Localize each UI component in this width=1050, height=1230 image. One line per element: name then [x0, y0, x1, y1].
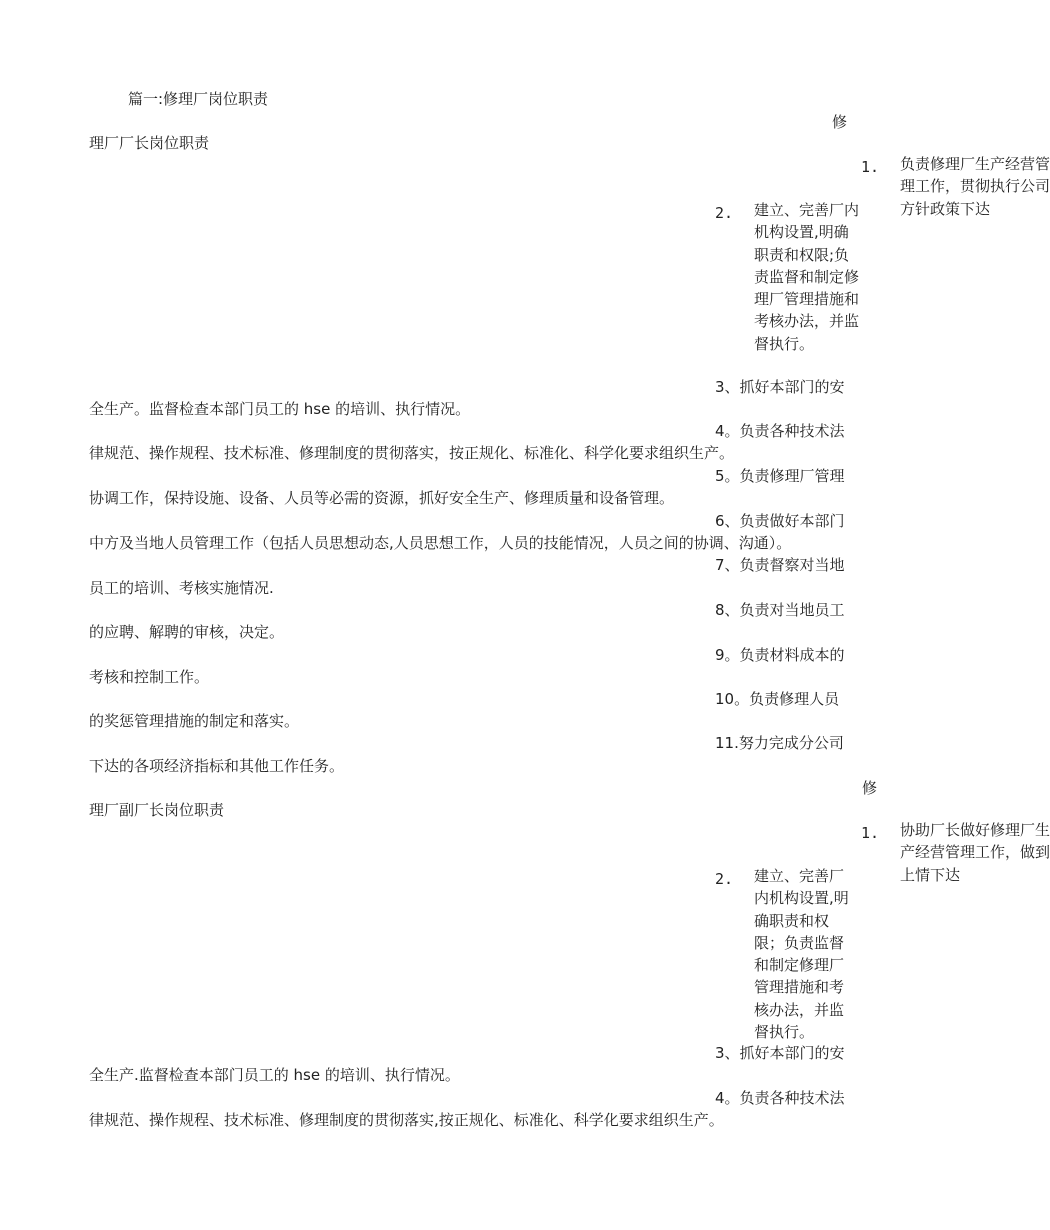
sec1-item6-head: 6、负责做好本部门	[715, 512, 845, 530]
sec2-item2-num: 2.	[715, 870, 734, 888]
sec2-char: 修	[862, 779, 878, 797]
sec1-item8-cont: 的应聘、解聘的审核，决定。	[89, 623, 285, 641]
sec1-title: 理厂厂长岗位职责	[89, 134, 210, 152]
sec2-item2-text: 建立、完善厂内机构设置,明确职责和权限；负责监督和制定修理厂管理措施和考核办法，并监督执行。	[754, 867, 849, 1042]
sec1-item2-num: 2.	[715, 204, 734, 222]
sec2-item1-text: 协助厂长做好修理厂生产经营管理工作，做到上情下达	[900, 821, 1050, 884]
sec1-item1-num: 1.	[861, 158, 880, 176]
sec1-item9-cont: 考核和控制工作。	[89, 668, 210, 686]
sec1-item11-head: 11.努力完成分公司	[715, 734, 844, 752]
sec2-item3-head: 3、抓好本部门的安	[715, 1044, 845, 1062]
sec1-item3-head: 3、抓好本部门的安	[715, 378, 845, 396]
sec1-item5-head: 5。负责修理厂管理	[715, 467, 845, 485]
sec1-char: 修	[832, 113, 848, 131]
doc-heading: 篇一:修理厂岗位职责	[128, 90, 269, 108]
sec1-item6-cont: 中方及当地人员管理工作（包括人员思想动态,人员思想工作，人员的技能情况，人员之间的协调、沟通）。	[89, 534, 792, 552]
sec1-item4-head: 4。负责各种技术法	[715, 422, 845, 440]
sec2-item1-num: 1.	[861, 824, 880, 842]
sec2-item4-cont: 律规范、操作规程、技术标准、修理制度的贯彻落实,按正规化、标准化、科学化要求组织生产。	[89, 1111, 724, 1129]
sec1-item5-cont: 协调工作，保持设施、设备、人员等必需的资源，抓好安全生产、修理质量和设备管理。	[89, 489, 675, 507]
sec1-item11-cont: 下达的各项经济指标和其他工作任务。	[89, 757, 345, 775]
sec1-item9-head: 9。负责材料成本的	[715, 646, 845, 664]
sec2-item3-cont: 全生产.监督检查本部门员工的 hse 的培训、执行情况。	[89, 1066, 460, 1084]
sec1-item1-text: 负责修理厂生产经营管理工作，贯彻执行公司方针政策下达	[900, 155, 1050, 218]
sec1-item10-cont: 的奖惩管理措施的制定和落实。	[89, 712, 300, 730]
sec1-item3-cont: 全生产。监督检查本部门员工的 hse 的培训、执行情况。	[89, 400, 471, 418]
sec2-title: 理厂副厂长岗位职责	[89, 801, 225, 819]
sec1-item2-text: 建立、完善厂内机构设置,明确职责和权限;负责监督和制定修理厂管理措施和考核办法，并监督执行。	[754, 201, 860, 353]
sec1-item4-cont: 律规范、操作规程、技术标准、修理制度的贯彻落实，按正规化、标准化、科学化要求组织生产。	[89, 444, 735, 462]
sec1-item8-head: 8、负责对当地员工	[715, 601, 845, 619]
sec1-item7-head: 7、负责督察对当地	[715, 556, 845, 574]
sec1-item7-cont: 员工的培训、考核实施情况.	[89, 579, 274, 597]
sec2-item4-head: 4。负责各种技术法	[715, 1089, 845, 1107]
sec1-item10-head: 10。负责修理人员	[715, 690, 840, 708]
